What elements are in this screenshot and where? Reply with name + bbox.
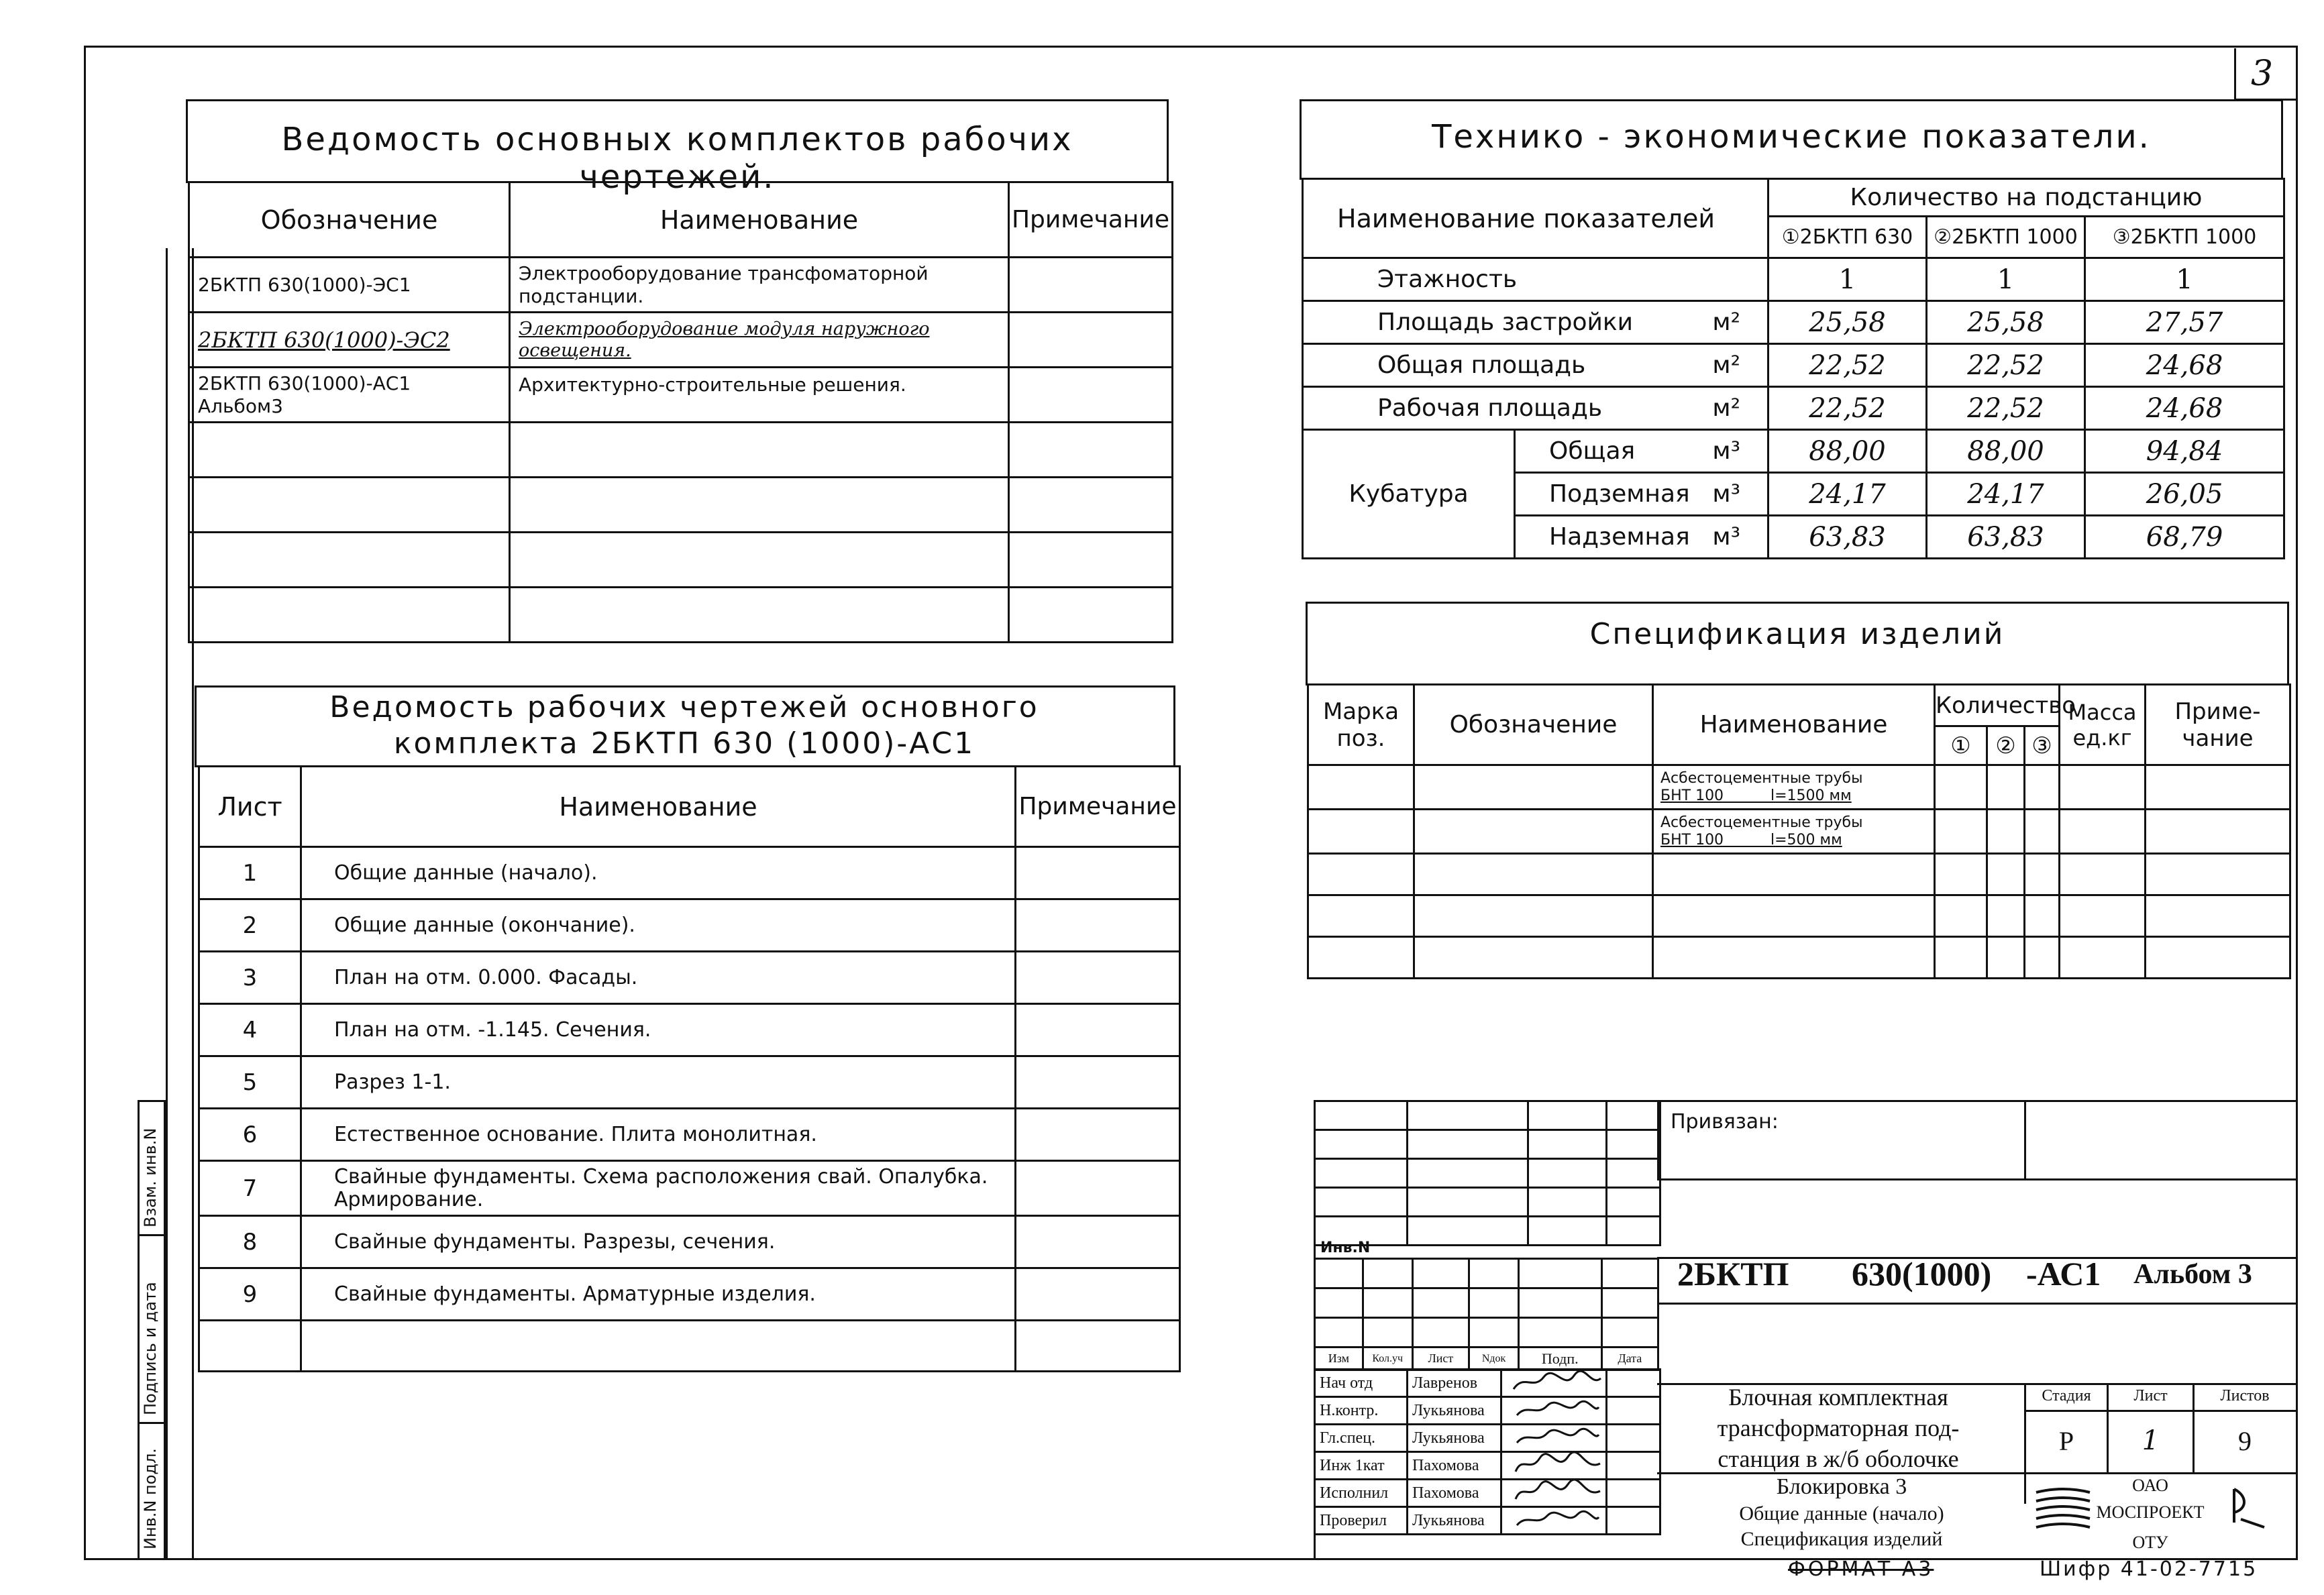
unit: м² xyxy=(1712,309,1740,336)
row-code: 2БКТП 630(1000)-АС1 Альбом3 xyxy=(189,368,510,423)
role-row xyxy=(1315,1370,1660,1397)
value: 22,52 xyxy=(1768,344,1927,387)
role: Проверил xyxy=(1315,1507,1408,1535)
value: 22,52 xyxy=(1927,344,2085,387)
table-row xyxy=(199,899,1180,952)
stamp-mark-icon xyxy=(2224,1486,2278,1535)
header-indicator-name: Наименование показателей xyxy=(1303,179,1768,258)
value: 1 xyxy=(1927,258,2085,301)
role: Исполнил xyxy=(1315,1480,1408,1507)
variant-2: ②2БКТП 1000 xyxy=(1927,217,2085,258)
indicator-name: Общая площадь xyxy=(1377,351,1586,379)
volume-name: Общая xyxy=(1549,437,1636,465)
side-divider-2 xyxy=(138,1422,166,1424)
sheet-num: 7 xyxy=(199,1161,301,1216)
role: Гл.спец. xyxy=(1315,1425,1408,1452)
spec-item-name: Асбестоцементные трубы xyxy=(1660,769,1863,787)
col-header-note: Примечание xyxy=(1009,182,1173,258)
table-row xyxy=(199,1056,1180,1109)
indicator-name: Рабочая площадь xyxy=(1377,394,1603,422)
roles-grid xyxy=(1314,1368,1661,1535)
bound-box-right xyxy=(2024,1100,2296,1180)
album-label: Альбом 3 xyxy=(2133,1259,2252,1290)
sheet-name: Общие данные (начало). xyxy=(301,847,1016,899)
value: 26,05 xyxy=(2085,473,2284,516)
table-row xyxy=(1308,810,2290,854)
stage-header-line xyxy=(2024,1410,2296,1412)
bound-label: Привязан: xyxy=(1671,1110,1779,1134)
table-row xyxy=(1308,765,2290,810)
org-line-1: ОАО xyxy=(2132,1476,2168,1495)
value: 63,83 xyxy=(1768,516,1927,559)
stage-bottom-line xyxy=(2024,1472,2296,1474)
col-header-name: Наименование xyxy=(1653,685,1935,765)
col-header-mark: Марка поз. xyxy=(1308,685,1414,765)
sheets-header: Листов xyxy=(2220,1387,2270,1405)
table-row xyxy=(1303,301,2284,344)
qty-col-2: ② xyxy=(1987,726,2025,765)
sheets-list-table xyxy=(198,765,1181,1372)
sheet-name: Естественное основание. Плита монолитная. xyxy=(301,1109,1016,1161)
col-header-note: Приме- чание xyxy=(2146,685,2290,765)
row-code: 2БКТП 630(1000)-ЭС1 xyxy=(189,258,510,313)
sheet-name: План на отм. -1.145. Сечения. xyxy=(301,1004,1016,1056)
sheet-header: Лист xyxy=(2133,1387,2168,1405)
unit: м² xyxy=(1712,351,1740,379)
volume-name: Подземная xyxy=(1549,480,1690,508)
person: Лукьянова xyxy=(1408,1425,1501,1452)
sheet-num: 1 xyxy=(199,847,301,899)
hdr-count: Кол.уч xyxy=(1363,1348,1412,1370)
table-row xyxy=(1303,430,2284,473)
value: 94,84 xyxy=(2085,430,2284,473)
spec-title: Спецификация изделий xyxy=(1589,617,2005,651)
sheet-num: 2 xyxy=(199,899,301,952)
volume-label: Кубатура xyxy=(1303,430,1515,559)
indicator-name: Площадь застройки xyxy=(1377,309,1634,336)
table-row xyxy=(189,368,1173,423)
row-name: Архитектурно-строительные решения. xyxy=(510,368,1009,423)
hdr-doc: Nдок xyxy=(1469,1348,1519,1370)
variant-3: ③2БКТП 1000 xyxy=(2085,217,2284,258)
spec-item-size: БНТ 100 l=500 мм xyxy=(1660,831,1842,848)
value: 24,68 xyxy=(2085,387,2284,430)
value: 88,00 xyxy=(1768,430,1927,473)
value: 63,83 xyxy=(1927,516,2085,559)
role: Нач отд xyxy=(1315,1370,1408,1397)
sheet-num: 4 xyxy=(199,1004,301,1056)
col-header-name: Наименование xyxy=(301,767,1016,847)
qty-col-1: ① xyxy=(1935,726,1987,765)
value: 68,79 xyxy=(2085,516,2284,559)
org-line-2: МОСПРОЕКТ xyxy=(2096,1502,2205,1522)
col-header-designation: Обозначение xyxy=(189,182,510,258)
document-code-2: 630(1000) xyxy=(1852,1255,1992,1292)
value: 25,58 xyxy=(1927,301,2085,344)
signature-scribble xyxy=(1501,1452,1607,1480)
role-row xyxy=(1315,1507,1660,1535)
sheet-name: Свайные фундаменты. Разрезы, сечения. xyxy=(301,1216,1016,1268)
role-row xyxy=(1315,1452,1660,1480)
sheet-num: 6 xyxy=(199,1109,301,1161)
stage-header: Стадия xyxy=(2042,1387,2091,1405)
variant-1: ①2БКТП 630 xyxy=(1768,217,1927,258)
value: 22,52 xyxy=(1768,387,1927,430)
spec-item-size: БНТ 100 l=1500 мм xyxy=(1660,787,1852,804)
person: Лавренов xyxy=(1408,1370,1501,1397)
table-row xyxy=(199,847,1180,899)
table-row xyxy=(1303,387,2284,430)
hdr-sheet: Лист xyxy=(1412,1348,1469,1370)
table-row xyxy=(199,952,1180,1004)
sheet-num: 9 xyxy=(199,1268,301,1321)
col-header-quantity: Количество xyxy=(1935,685,2060,726)
sheet-name: Разрез 1-1. xyxy=(301,1056,1016,1109)
role-row xyxy=(1315,1480,1660,1507)
sheet-name: План на отм. 0.000. Фасады. xyxy=(301,952,1016,1004)
signature-scribble xyxy=(1501,1397,1607,1425)
unit: м² xyxy=(1712,394,1740,422)
revision-grid xyxy=(1314,1100,1661,1246)
table-row xyxy=(199,1161,1180,1216)
col-header-designation: Обозначение xyxy=(1414,685,1653,765)
value: 88,00 xyxy=(1927,430,2085,473)
value: 22,52 xyxy=(1927,387,2085,430)
org-logo-icon xyxy=(2033,1482,2093,1539)
role: Инж 1кат xyxy=(1315,1452,1408,1480)
unit: м³ xyxy=(1712,480,1740,508)
subtitle-3: Спецификация изделий xyxy=(1740,1528,1943,1550)
side-divider-1 xyxy=(138,1234,166,1236)
sheet-name: Свайные фундаменты. Арматурные изделия. xyxy=(301,1268,1016,1321)
subtitle-1: Блокировка 3 xyxy=(1776,1474,1907,1499)
table-row xyxy=(199,1004,1180,1056)
row-name: Электрооборудование трансфоматорной подстанции. xyxy=(510,258,1009,313)
person: Лукьянова xyxy=(1408,1397,1501,1425)
unit: м³ xyxy=(1712,523,1740,551)
table-row xyxy=(1303,344,2284,387)
col-header-mass: Масса ед.кг xyxy=(2060,685,2146,765)
sheet-name: Общие данные (окончание). xyxy=(301,899,1016,952)
sheet-num: 3 xyxy=(199,952,301,1004)
inv-label: Инв.N xyxy=(1320,1240,1371,1256)
value: 27,57 xyxy=(2085,301,2284,344)
document-code xyxy=(1677,1254,1789,1293)
hdr-change: Изм xyxy=(1315,1348,1363,1370)
table-row xyxy=(1303,258,2284,301)
role-row xyxy=(1315,1425,1660,1452)
table-row xyxy=(189,258,1173,313)
value: 25,58 xyxy=(1768,301,1927,344)
sheet-num: 8 xyxy=(199,1216,301,1268)
sheet-number: 3 xyxy=(2251,54,2274,94)
subtitle-2: Общие данные (начало) xyxy=(1739,1502,1944,1525)
table-row xyxy=(189,313,1173,368)
col-header-name: Наименование xyxy=(510,182,1009,258)
cipher-label: Шифр 41-02-7715 xyxy=(2040,1557,2258,1581)
col-header-sheet: Лист xyxy=(199,767,301,847)
sheet-value: 1 xyxy=(2142,1425,2160,1456)
stage-value: Р xyxy=(2058,1426,2074,1456)
indicators-table xyxy=(1302,178,2285,559)
code-row-bottom xyxy=(1657,1303,2296,1305)
code-row xyxy=(1657,1178,2296,1259)
frame-top-line xyxy=(84,46,2298,48)
sheets-list-title: Ведомость рабочих чертежей основного комплекта 2БКТП 630 (1000)-АС1 xyxy=(329,690,1039,761)
table-row xyxy=(199,1216,1180,1268)
sheet-num: 5 xyxy=(199,1056,301,1109)
spec-item-name: Асбестоцементные трубы xyxy=(1660,814,1863,831)
frame-right-line xyxy=(2296,46,2298,1560)
drawings-list-title: Ведомость основных комплектов рабочих чертежей. xyxy=(281,121,1073,196)
org-line-3: ОТУ xyxy=(2132,1533,2168,1552)
sheet-name: Свайные фундаменты. Схема расположения свай. Опалубка. Армирование. xyxy=(301,1161,1016,1216)
hdr-signature: Подп. xyxy=(1519,1348,1602,1370)
signature-scribble xyxy=(1501,1370,1607,1397)
signature-scribble xyxy=(1501,1480,1607,1507)
spec-table xyxy=(1307,683,2291,979)
value: 24,17 xyxy=(1927,473,2085,516)
drawings-list-table xyxy=(188,181,1173,643)
table-row xyxy=(199,1109,1180,1161)
col-header-note: Примечание xyxy=(1016,767,1180,847)
signature-scribble xyxy=(1501,1425,1607,1452)
indicator-name: Этажность xyxy=(1377,266,1518,293)
signature-scribble xyxy=(1501,1507,1607,1535)
person: Пахомова xyxy=(1408,1452,1501,1480)
hdr-date: Дата xyxy=(1601,1348,1658,1370)
row-name: Электрооборудование модуля наружного освещения. xyxy=(510,313,1009,368)
project-title: Блочная комплектная трансформаторная под- станция в ж/б оболочке xyxy=(1717,1384,1960,1472)
side-label-replaced: Взам. инв.N xyxy=(141,1128,160,1227)
header-quantity: Количество на подстанцию xyxy=(1768,179,2284,217)
unit: м³ xyxy=(1712,437,1740,465)
qty-col-3: ③ xyxy=(2025,726,2060,765)
row-code: 2БКТП 630(1000)-ЭС2 xyxy=(189,313,510,368)
side-label-original: Инв.N подл. xyxy=(141,1448,160,1549)
value: 1 xyxy=(1768,258,1927,301)
value: 1 xyxy=(2085,258,2284,301)
value: 24,17 xyxy=(1768,473,1927,516)
indicators-title: Технико - экономические показатели. xyxy=(1432,118,2151,156)
frame-left-line xyxy=(84,46,86,1560)
sheets-value: 9 xyxy=(2238,1426,2252,1456)
person: Лукьянова xyxy=(1408,1507,1501,1535)
signature-header-row xyxy=(1315,1348,1658,1370)
document-code-3: -АС1 xyxy=(2026,1255,2101,1292)
signature-grid xyxy=(1314,1258,1659,1371)
person: Пахомова xyxy=(1408,1480,1501,1507)
table-row xyxy=(199,1268,1180,1321)
role-row xyxy=(1315,1397,1660,1425)
volume-name: Надземная xyxy=(1549,523,1690,551)
code-part-1: 2БКТП xyxy=(1677,1255,1789,1292)
role: Н.контр. xyxy=(1315,1397,1408,1425)
side-label-signature: Подпись и дата xyxy=(141,1282,160,1415)
format-label: ФОРМАТ А3 xyxy=(1788,1557,1934,1581)
value: 24,68 xyxy=(2085,344,2284,387)
